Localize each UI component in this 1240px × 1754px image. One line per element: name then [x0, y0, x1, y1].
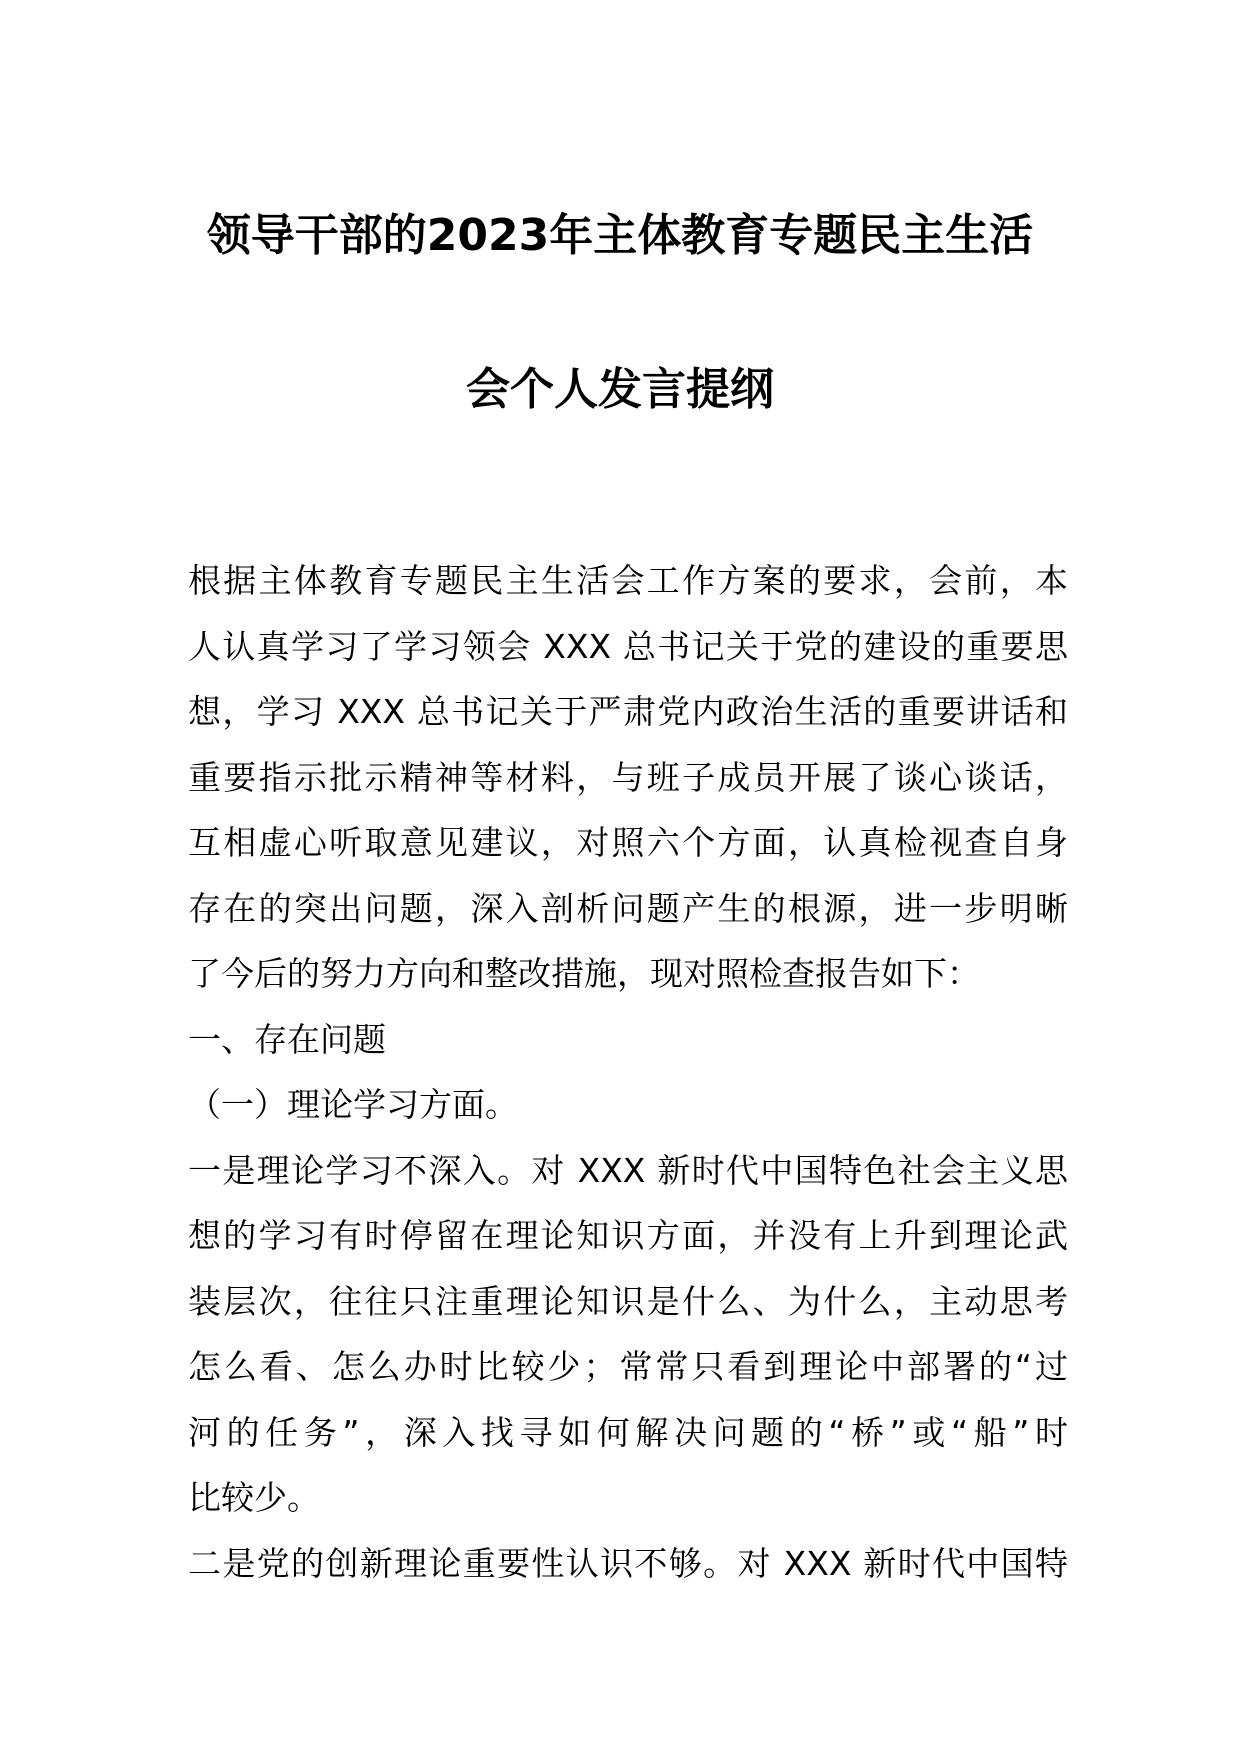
body-line: 重要指示批示精神等材料，与班子成员开展了谈心谈话，: [188, 757, 1068, 797]
body-line: 存在的突出问题，深入剖析问题产生的根源，进一步明晰: [188, 888, 1068, 928]
body-line: 互相虚心听取意见建议，对照六个方面，认真检视查自身: [188, 823, 1068, 862]
body-line: 一是理论学习不深入。对 XXX 新时代中国特色社会主义思: [188, 1150, 1068, 1190]
document-body: [188, 548, 1068, 1596]
document-title-line-2: 会个人发言提纲: [466, 364, 774, 415]
body-line: 二是党的创新理论重要性认识不够。对 XXX 新时代中国特: [188, 1543, 1068, 1583]
body-line: 怎么看、怎么办时比较少；常常只看到理论中部署的“过: [188, 1347, 1068, 1386]
body-line: 河的任务”，深入找寻如何解决问题的“桥”或“船”时: [188, 1412, 1068, 1452]
body-line: 比较少。: [188, 1478, 320, 1517]
body-line: （一）理论学习方面。: [188, 1085, 518, 1124]
body-line: 装层次，往往只注重理论知识是什么、为什么，主动思考: [188, 1281, 1068, 1321]
document-title-line-1: 领导干部的2023年主体教育专题民主生活: [206, 210, 1034, 261]
body-line: 想的学习有时停留在理论知识方面，并没有上升到理论武: [188, 1216, 1068, 1255]
body-line: 想，学习 XXX 总书记关于严肃党内政治生活的重要讲话和: [188, 692, 1068, 731]
body-line: 了今后的努力方向和整改措施，现对照检查报告如下：: [188, 954, 980, 993]
body-line: 一、存在问题: [188, 1019, 386, 1059]
body-line: 根据主体教育专题民主生活会工作方案的要求，会前，本: [188, 561, 1068, 600]
body-line: 人认真学习了学习领会 XXX 总书记关于党的建设的重要思: [188, 626, 1068, 666]
